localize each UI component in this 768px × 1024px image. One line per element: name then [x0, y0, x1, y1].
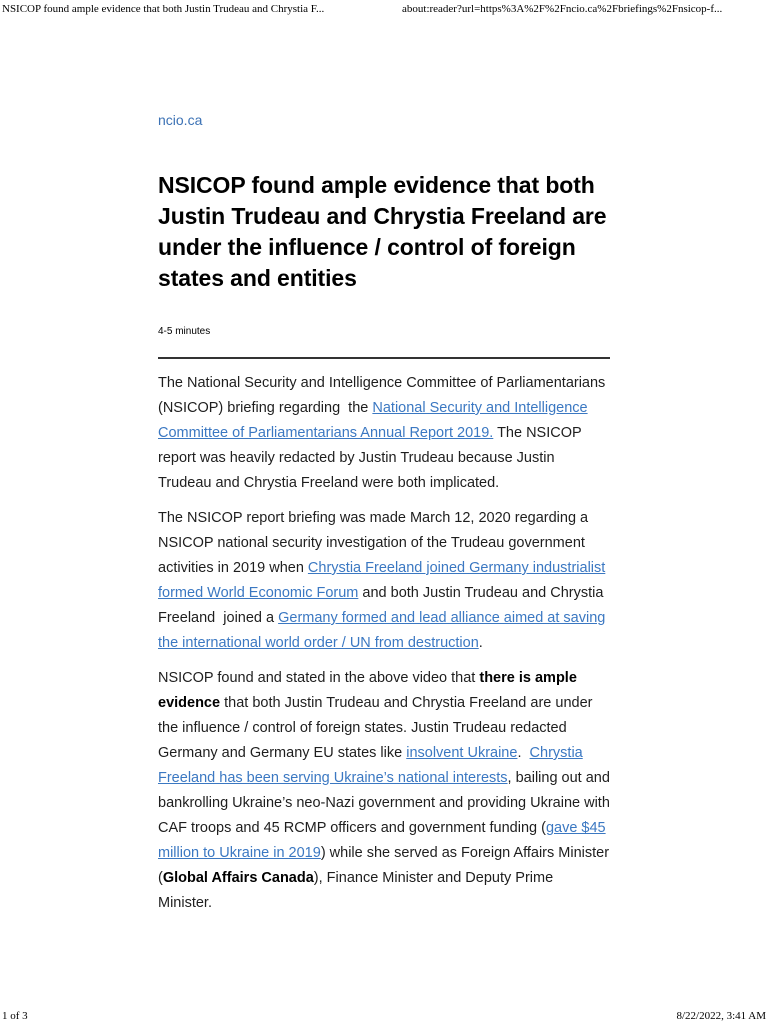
print-datetime: 8/22/2022, 3:41 AM	[676, 1010, 766, 1022]
print-footer	[0, 1010, 768, 1024]
print-header-title: NSICOP found ample evidence that both Justin Trudeau and Chrystia F...	[2, 3, 325, 15]
page-number: 1 of 3	[2, 1010, 28, 1022]
text-run: The NSICOP report briefing was made March 12, 2020 regarding a NSICOP national security investigation of the Trudeau government activities in 2019 when	[158, 510, 589, 576]
article-title: NSICOP found ample evidence that both Justin Trudeau and Chrystia Freeland are under the influence / control of foreign states and entities	[158, 172, 607, 291]
insolvent-ukraine-link[interactable]: insolvent Ukraine	[406, 745, 518, 761]
freeland-ukraine-interests-link[interactable]: Chrystia Freeland has been serving Ukraine’s national interests	[158, 745, 583, 786]
header-divider	[158, 357, 610, 359]
paragraph-3	[158, 666, 610, 916]
reader-view	[158, 112, 610, 926]
text-run: The National Security and Intelligence Committee of Parliamentarians (NSICOP) briefing regarding the	[158, 375, 606, 416]
article-content	[158, 371, 610, 916]
text-run: The NSICOP report was heavily redacted by Justin Trudeau because Justin Trudeau and Chrystia Freeland were both implicated.	[158, 425, 582, 491]
text-run: .	[478, 635, 483, 651]
text-run: that both Justin Trudeau and Chrystia Freeland are under the influence / control of foreign states. Justin Trudeau redacted Germany and Germany EU states like	[158, 695, 593, 761]
paragraph-1	[158, 371, 610, 496]
germany-alliance-link[interactable]: Germany formed and lead alliance aimed at saving the international world order / UN from destruction	[158, 610, 606, 651]
print-header-url: about:reader?url=https%3A%2F%2Fncio.ca%2Fbriefings%2Fnsicop-f...	[402, 3, 723, 15]
text-run: and both Justin Trudeau and Chrystia Freeland joined a	[158, 585, 604, 626]
text-run: ), Finance Minister and Deputy Prime Minister.	[158, 870, 554, 911]
paragraph-2	[158, 506, 610, 656]
reading-time: 4-5 minutes	[158, 326, 211, 337]
print-header	[0, 0, 768, 20]
source-domain-link[interactable]: ncio.ca	[158, 112, 203, 128]
bold-text: there is ample evidence	[158, 670, 577, 711]
text-run: ) while she served as Foreign Affairs Minister (	[158, 845, 610, 886]
nsicop-annual-report-link[interactable]: National Security and Intelligence Committee of Parliamentarians Annual Report 2019.	[158, 400, 588, 441]
text-run: , bailing out and bankrolling Ukraine’s neo-Nazi government and providing Ukraine with CAF troops and 45 RCMP officers and government funding (	[158, 770, 610, 836]
freeland-wef-link[interactable]: Chrystia Freeland joined Germany industrialist formed World Economic Forum	[158, 560, 606, 601]
text-run: .	[517, 745, 530, 761]
bold-text: Global Affairs Canada	[162, 870, 314, 886]
text-run: NSICOP found and stated in the above video that	[158, 670, 480, 686]
ukraine-funding-link[interactable]: gave $45 million to Ukraine in 2019	[158, 820, 606, 861]
